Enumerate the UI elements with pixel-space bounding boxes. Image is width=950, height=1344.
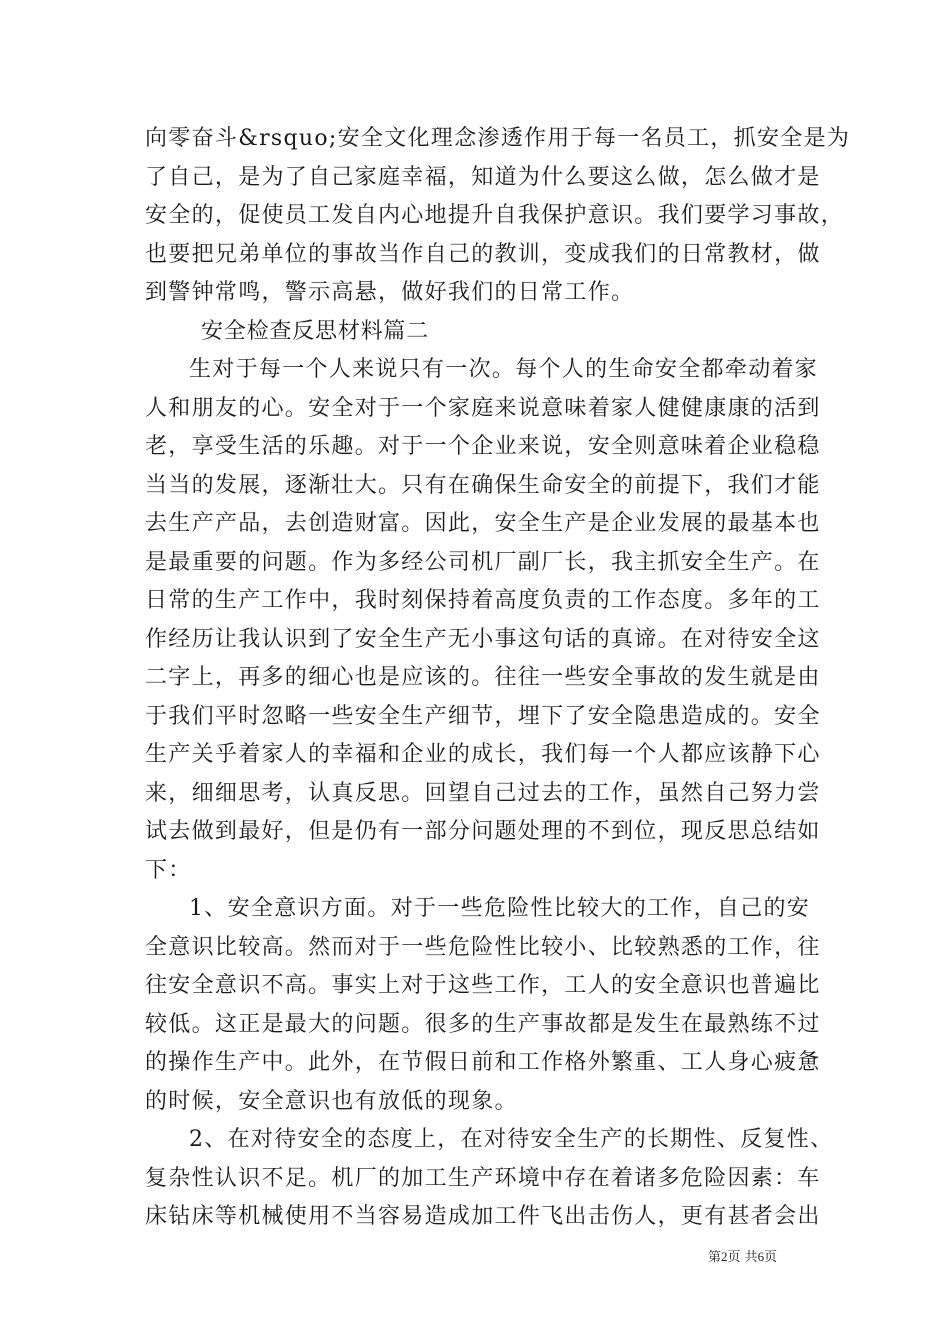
text-line: 来，细细思考，认真反思。回望自己过去的工作，虽然自己努力尝 bbox=[145, 780, 821, 806]
text-line: 的时候，安全意识也有放低的现象。 bbox=[145, 1088, 518, 1114]
text-line: 是最重要的问题。作为多经公司机厂副厂长，我主抓安全生产。在 bbox=[145, 549, 821, 575]
document-body bbox=[145, 120, 851, 1237]
text-line: 床钻床等机械使用不当容易造成加工件飞出击伤人，更有甚者会出 bbox=[145, 1204, 821, 1229]
text-line: 1、安全意识方面。对于一些危险性比较大的工作，自己的安 bbox=[189, 896, 811, 921]
text-line: 下： bbox=[145, 857, 192, 883]
text-line: 试去做到最好，但是仍有一部分问题处理的不到位，现反思总结如 bbox=[145, 819, 821, 844]
text-line: 于我们平时忽略一些安全生产细节，埋下了安全隐患造成的。安全 bbox=[145, 703, 821, 729]
text-line: 了自己，是为了自己家庭幸福，知道为什么要这么做，怎么做才是 bbox=[145, 164, 821, 190]
text-line: 日常的生产工作中，我时刻保持着高度负责的工作态度。多年的工 bbox=[145, 588, 821, 613]
text-line: 老，享受生活的乐趣。对于一个企业来说，安全则意味着企业稳稳 bbox=[145, 434, 821, 459]
text-line: 人和朋友的心。安全对于一个家庭来说意味着家人健健康康的活到 bbox=[145, 395, 821, 421]
page-footer bbox=[708, 1249, 777, 1266]
text-line: 二字上，再多的细心也是应该的。往往一些安全事故的发生就是由 bbox=[145, 665, 821, 690]
text-line: 复杂性认识不足。机厂的加工生产环境中存在着诸多危险因素：车 bbox=[145, 1165, 821, 1191]
text-line: 往安全意识不高。事实上对于这些工作，工人的安全意识也普遍比 bbox=[145, 973, 821, 998]
footer-suffix: 页 bbox=[764, 1250, 778, 1265]
text-line: 向零奋斗&rsquo;安全文化理念渗透作用于每一名员工，抓安全是为 bbox=[145, 126, 851, 151]
text-line: 作经历让我认识到了安全生产无小事这句话的真谛。在对待安全这 bbox=[145, 626, 821, 652]
text-line: 当当的发展，逐渐壮大。只有在确保生命安全的前提下，我们才能 bbox=[145, 472, 821, 498]
text-line: 的操作生产中。此外，在节假日前和工作格外繁重、工人身心疲惫 bbox=[145, 1050, 821, 1075]
text-line: 安全的，促使员工发自内心地提升自我保护意识。我们要学习事故， bbox=[145, 203, 845, 228]
text-line: 到警钟常鸣，警示高悬，做好我们的日常工作。 bbox=[145, 280, 635, 305]
total-page-number: 6 bbox=[757, 1249, 765, 1264]
text-line: 2、在对待安全的态度上，在对待安全生产的长期性、反复性、 bbox=[189, 1127, 834, 1152]
footer-middle: 页 共 bbox=[727, 1250, 758, 1265]
text-line: 去生产产品，去创造财富。因此，安全生产是企业发展的最基本也 bbox=[145, 511, 821, 536]
footer-prefix: 第 bbox=[708, 1250, 722, 1265]
text-line: 全意识比较高。然而对于一些危险性比较小、比较熟悉的工作，往 bbox=[145, 934, 821, 960]
text-line: 生对于每一个人来说只有一次。每个人的生命安全都牵动着家 bbox=[189, 357, 819, 382]
current-page-number: 2 bbox=[721, 1249, 728, 1264]
text-line: 较低。这正是最大的问题。很多的生产事故都是发生在最熟练不过 bbox=[145, 1011, 821, 1037]
text-line: 生产关乎着家人的幸福和企业的成长，我们每一个人都应该静下心 bbox=[145, 742, 821, 767]
text-line: 也要把兄弟单位的事故当作自己的教训，变成我们的日常教材，做 bbox=[145, 241, 821, 267]
section-heading: 安全检查反思材料篇二 bbox=[201, 318, 430, 344]
